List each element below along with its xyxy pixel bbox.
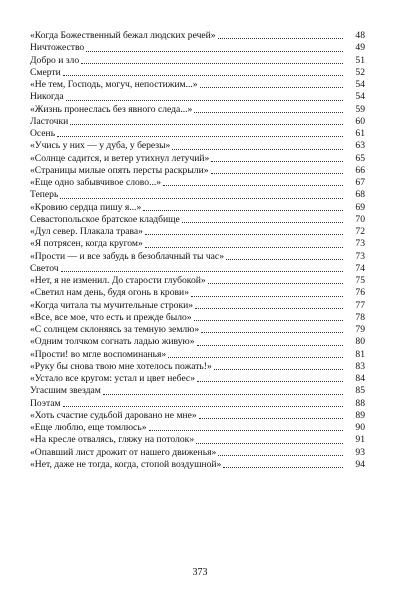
toc-entry-title: «Светил нам день, будя огонь в крови» — [30, 287, 189, 299]
dot-leader — [199, 417, 343, 419]
dot-leader — [200, 86, 343, 88]
toc-entry — [30, 434, 365, 446]
dot-leader — [197, 344, 343, 346]
dot-leader — [172, 148, 343, 150]
toc-entry — [30, 226, 365, 238]
toc-entry-page: 72 — [355, 226, 365, 237]
toc-entry — [30, 349, 365, 361]
dot-leader — [191, 295, 343, 297]
toc-entry — [30, 324, 365, 336]
dot-leader — [66, 99, 343, 101]
toc-entry-title: Севастопольское братское кладбище — [30, 213, 180, 225]
toc-entry-title: «Руку бы снова твою мне хотелось пожать!» — [30, 360, 212, 372]
toc-entry-page: 94 — [355, 458, 365, 470]
table-of-contents — [30, 30, 365, 471]
page-number: 373 — [192, 567, 208, 578]
toc-entry-title: Ласточки — [30, 115, 69, 127]
dot-leader — [63, 74, 343, 76]
toc-entry-title: «Страницы милые опять персты раскрыли» — [30, 164, 209, 176]
toc-entry-page: 89 — [355, 409, 365, 421]
toc-entry — [30, 202, 365, 214]
toc-entry — [30, 67, 365, 79]
dot-leader — [214, 368, 343, 370]
toc-entry — [30, 251, 365, 263]
toc-entry — [30, 336, 365, 348]
toc-entry-title: «Когда Божественный бежал людских речей» — [30, 30, 216, 41]
toc-entry — [30, 214, 365, 226]
toc-entry-page: 91 — [355, 434, 365, 446]
dot-leader — [182, 221, 343, 223]
dot-leader — [195, 307, 343, 309]
toc-entry-page: 76 — [355, 287, 365, 299]
toc-entry-title: «Прости — и все забудь в безоблачный ты час» — [30, 250, 224, 262]
toc-entry-page: 63 — [355, 140, 365, 152]
dot-leader — [208, 282, 343, 284]
toc-entry-page: 61 — [355, 128, 365, 139]
toc-entry-page: 90 — [355, 422, 365, 433]
toc-entry-title: Никогда — [30, 91, 64, 103]
dot-leader — [218, 454, 343, 456]
toc-entry — [30, 55, 365, 67]
dot-leader — [103, 393, 343, 395]
toc-entry-title: «Дул север. Плакала трава» — [30, 226, 143, 237]
dot-leader — [197, 380, 343, 382]
toc-entry-page: 65 — [355, 152, 365, 164]
toc-entry — [30, 398, 365, 410]
toc-entry-title: «Учись у них — у дуба, у березы» — [30, 140, 171, 152]
toc-entry-title: «С солнцем склоняясь за темную землю» — [30, 324, 200, 335]
toc-entry-page: 67 — [355, 177, 365, 188]
toc-entry-page: 73 — [355, 250, 365, 262]
toc-entry — [30, 177, 365, 189]
toc-entry-title: «Кровию сердца пишу я...» — [30, 201, 142, 213]
toc-entry-title: Поэтам — [30, 397, 61, 409]
toc-entry — [30, 422, 365, 434]
toc-entry-page: 60 — [355, 115, 365, 127]
toc-entry — [30, 312, 365, 324]
dot-leader — [163, 184, 343, 186]
dot-leader — [211, 160, 343, 162]
toc-entry-page: 68 — [355, 189, 365, 201]
toc-entry — [30, 140, 365, 152]
toc-entry-page: 84 — [355, 373, 365, 384]
toc-entry-title: «Не тем, Господь, могуч, непостижим...» — [30, 79, 198, 90]
toc-entry-title: Теперь — [30, 189, 59, 201]
dot-leader — [61, 270, 343, 272]
toc-entry-page: 88 — [355, 397, 365, 409]
toc-entry-title: «Когда читала ты мучительные строки» — [30, 299, 194, 311]
toc-entry-title: «Я потрясен, когда кругом» — [30, 238, 143, 250]
toc-entry-title: «Жизнь пронеслась без явного следа...» — [30, 103, 193, 115]
toc-entry — [30, 42, 365, 54]
dot-leader — [194, 111, 343, 113]
toc-entry-title: «Устало все кругом: устал и цвет небес» — [30, 373, 195, 384]
toc-entry-page: 93 — [355, 446, 365, 458]
dot-leader — [196, 442, 343, 444]
toc-entry — [30, 189, 365, 201]
toc-entry-title: «Опавший лист дрожит от нашего движенья» — [30, 446, 217, 458]
toc-entry-page: 59 — [355, 103, 365, 115]
toc-entry-page: 51 — [355, 54, 365, 66]
toc-entry-title: Ничтожество — [30, 42, 85, 54]
toc-entry-title: Светоч — [30, 262, 59, 274]
toc-entry-page: 54 — [355, 91, 365, 103]
dot-leader — [226, 258, 343, 260]
dot-leader — [81, 62, 343, 64]
dot-leader — [143, 209, 343, 211]
toc-entry-page: 77 — [355, 299, 365, 311]
toc-entry-page: 80 — [355, 336, 365, 348]
toc-entry-title: «Все, все мое, что есть и прежде было» — [30, 311, 192, 323]
toc-entry-page: 54 — [355, 79, 365, 90]
dot-leader — [145, 246, 343, 248]
toc-entry — [30, 153, 365, 165]
toc-entry-page: 48 — [355, 30, 365, 41]
toc-entry-page: 81 — [355, 348, 365, 360]
dot-leader — [149, 429, 344, 431]
toc-entry-page: 74 — [355, 262, 365, 274]
dot-leader — [194, 319, 343, 321]
dot-leader — [211, 172, 343, 174]
toc-entry — [30, 263, 365, 275]
toc-entry-title: «Нет, даже не тогда, когда, стопой воздушной» — [30, 458, 222, 470]
dot-leader — [168, 356, 343, 358]
dot-leader — [60, 197, 343, 199]
toc-entry-page: 66 — [355, 164, 365, 176]
dot-leader — [63, 405, 343, 407]
toc-entry-page: 78 — [355, 311, 365, 323]
toc-entry — [30, 238, 365, 250]
toc-entry-title: «Еще одно забывчивое слово...» — [30, 177, 162, 188]
toc-entry-title: «Нет, я не изменил. До старости глубокой» — [30, 275, 206, 286]
toc-entry-page: 83 — [355, 360, 365, 372]
toc-entry-title: Добро и зло — [30, 54, 80, 66]
toc-entry — [30, 30, 365, 42]
toc-entry-title: «Хоть счастие судьбой даровано не мне» — [30, 409, 197, 421]
toc-entry — [30, 459, 365, 471]
toc-entry — [30, 300, 365, 312]
toc-entry-title: «Одним толчком согнать ладью живую» — [30, 336, 195, 348]
toc-entry — [30, 165, 365, 177]
dot-leader — [218, 37, 343, 39]
dot-leader — [201, 331, 343, 333]
toc-entry-title: «Еще люблю, еще томлюсь» — [30, 422, 147, 433]
toc-entry-title: Угасшим звездам — [30, 385, 101, 397]
toc-entry — [30, 104, 365, 116]
toc-entry — [30, 116, 365, 128]
toc-entry-title: Осень — [30, 128, 56, 139]
toc-entry — [30, 385, 365, 397]
toc-entry — [30, 128, 365, 140]
toc-entry-title: «Прости! во мгле воспоминанья» — [30, 348, 167, 360]
toc-entry — [30, 361, 365, 373]
toc-entry-page: 79 — [355, 324, 365, 335]
toc-entry — [30, 447, 365, 459]
toc-entry-page: 73 — [355, 238, 365, 250]
toc-entry — [30, 373, 365, 385]
toc-entry-page: 75 — [355, 275, 365, 286]
dot-leader — [86, 50, 343, 52]
toc-entry-page: 69 — [355, 201, 365, 213]
toc-entry-page: 85 — [355, 385, 365, 397]
toc-entry-title: «На кресле отвалясь, гляжу на потолок» — [30, 434, 195, 446]
toc-entry — [30, 410, 365, 422]
toc-entry-title: «Солнце садится, и ветер утихнул летучий» — [30, 152, 210, 164]
toc-entry-page: 70 — [355, 213, 365, 225]
toc-entry — [30, 79, 365, 91]
dot-leader — [70, 123, 343, 125]
toc-entry — [30, 275, 365, 287]
dot-leader — [145, 233, 343, 235]
toc-entry — [30, 91, 365, 103]
dot-leader — [223, 466, 343, 468]
dot-leader — [57, 135, 343, 137]
toc-entry-page: 49 — [355, 42, 365, 54]
toc-entry-title: Смерти — [30, 66, 61, 78]
toc-entry — [30, 287, 365, 299]
toc-entry-page: 52 — [355, 66, 365, 78]
